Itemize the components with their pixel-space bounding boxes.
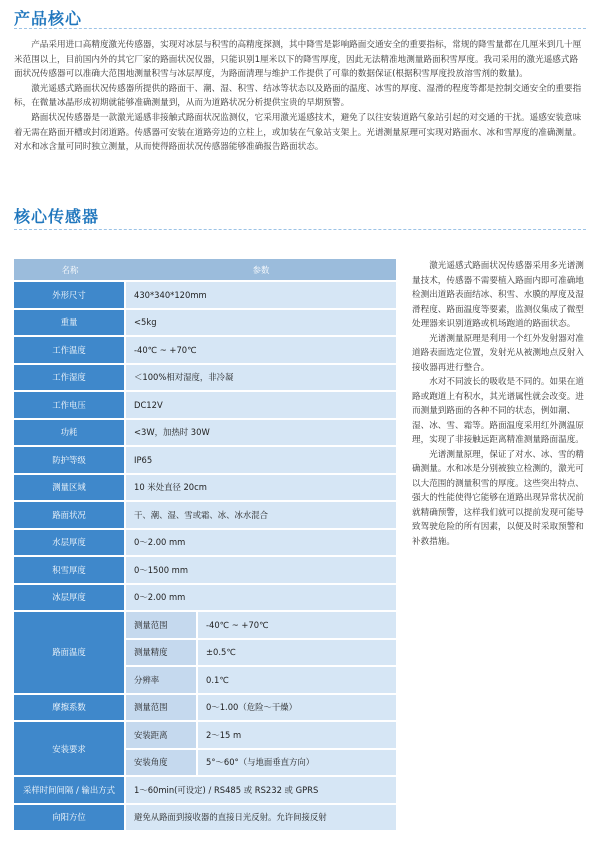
table-row xyxy=(14,337,396,363)
row-name: 向阳方位 xyxy=(14,805,126,831)
description-paragraph: 水对不同波长的吸收是不同的。如果在道路或跑道上有积水，其光谱属性就会改变。进而测量到路面的各种不同的状态，例如潮、湿、冰、雪、霜等。路面温度采用红外测温原理，实现了非接触远距离精准测量路面温度。 xyxy=(412,377,584,445)
description-paragraph: 光谱测量原理是利用一个红外发射器对准道路表面选定位置，发射光从被测地点反射入接收器再进行整合。 xyxy=(412,333,584,373)
row-value: 10 米处直径 20cm xyxy=(126,475,396,501)
table-row xyxy=(14,585,396,611)
table-row xyxy=(14,695,396,721)
table-row xyxy=(14,392,396,418)
row-value: 430*340*120mm xyxy=(126,282,396,308)
row-value: ＜100%相对湿度，非冷凝 xyxy=(126,365,396,391)
section-divider xyxy=(14,229,586,230)
section-divider xyxy=(14,28,586,29)
row-name: 冰层厚度 xyxy=(14,585,126,611)
section-title-sensor: 核心传感器 xyxy=(14,207,100,226)
sub-value: 0～1.00（危险～干燥） xyxy=(198,695,396,721)
table-row xyxy=(14,475,396,501)
row-name: 外形尺寸 xyxy=(14,282,126,308)
table-row xyxy=(14,502,396,528)
row-value: 干、潮、湿、雪或霜、冰、冰水混合 xyxy=(126,502,396,528)
intro-paragraph: 路面状况传感器是一款激光遥感非接触式路面状况监测仪，它采用激光遥感技术，避免了以往安装道路气象站引起的对交通的干扰。遥感安装意味着无需在路面开槽或封闭道路。传感器可安装在道路旁边的立柱上，或加装在气象站支架上。光谱测量原理可实现对路面水、冰和雪厚度的准确测量。对水和冰含量可同时独立测量，从而使得路面状况传感器能够准确报告路面状态。 xyxy=(14,112,582,153)
row-name: 采样时间间隔 / 输出方式 xyxy=(14,777,126,803)
table-row xyxy=(14,447,396,473)
description-paragraph: 光谱测量原理，保证了对水、冰、雪的精确测量。水和冰是分别被独立检测的，激光可以大范围的测量积雪的厚度。这些突出特点、强大的性能使得它能够在道路出现异常状况前就精确预警，这样我们就可以提前发现可能导致驾驶危险的所有因素，以便及时采取预警和补救措施。 xyxy=(412,449,584,547)
spec-table xyxy=(14,257,396,832)
row-name: 路面温度 xyxy=(14,612,126,693)
row-name: 工作湿度 xyxy=(14,365,126,391)
row-name: 安装要求 xyxy=(14,722,126,775)
row-name: 工作电压 xyxy=(14,392,126,418)
table-row xyxy=(14,282,396,308)
sub-label: 测量范围 xyxy=(126,612,198,638)
row-value: 避免从路面到接收器的直接日光反射。允许间接反射 xyxy=(126,805,396,831)
row-value: 0～1500 mm xyxy=(126,557,396,583)
header-name: 名称 xyxy=(14,259,126,280)
row-value: 0～2.00 mm xyxy=(126,530,396,556)
row-value: <3W，加热时 30W xyxy=(126,420,396,446)
intro-text xyxy=(14,38,586,155)
sensor-description xyxy=(412,259,584,549)
table-row xyxy=(14,530,396,556)
row-name: 路面状况 xyxy=(14,502,126,528)
sub-label: 分辨率 xyxy=(126,667,198,693)
sub-label: 安装距离 xyxy=(126,722,198,748)
table-row xyxy=(14,805,396,831)
sub-value: 2～15 m xyxy=(198,722,396,748)
row-name: 防护等级 xyxy=(14,447,126,473)
row-value: -40℃ ~ +70℃ xyxy=(126,337,396,363)
sub-value: 5°～60°（与地面垂直方向） xyxy=(198,750,396,776)
table-header-row xyxy=(14,259,396,280)
table-row xyxy=(14,365,396,391)
row-name: 工作温度 xyxy=(14,337,126,363)
sub-value: ±0.5℃ xyxy=(198,640,396,666)
sub-value: 0.1℃ xyxy=(198,667,396,693)
row-name: 摩擦系数 xyxy=(14,695,126,721)
row-value: 1～60min(可设定) / RS485 或 RS232 或 GPRS xyxy=(126,777,396,803)
table-row xyxy=(14,612,396,638)
row-name: 测量区域 xyxy=(14,475,126,501)
row-value: 0～2.00 mm xyxy=(126,585,396,611)
header-param: 参数 xyxy=(126,259,396,280)
row-name: 积雪厚度 xyxy=(14,557,126,583)
table-row xyxy=(14,557,396,583)
table-row xyxy=(14,420,396,446)
table-row xyxy=(14,722,396,748)
row-name: 重量 xyxy=(14,310,126,336)
row-value: <5kg xyxy=(126,310,396,336)
row-name: 水层厚度 xyxy=(14,530,126,556)
row-value: IP65 xyxy=(126,447,396,473)
sub-label: 安装角度 xyxy=(126,750,198,776)
sub-label: 测量精度 xyxy=(126,640,198,666)
intro-paragraph: 激光遥感式路面状况传感器所提供的路面干、潮、湿、积雪、结冰等状态以及路面的温度、冰雪的厚度、湿滑的程度等都是控制交通安全的重要指标，在微量冰晶形成初期就能够准确测量到，从而为道路状况分析提供宝贵的早期预警。 xyxy=(14,83,582,109)
table-row xyxy=(14,777,396,803)
sub-label: 测量范围 xyxy=(126,695,198,721)
intro-paragraph: 产品采用进口高精度激光传感器，实现对冰层与积雪的高精度探测，其中降雪是影响路面交通安全的重要指标，常规的降雪量都在几厘米到几十厘米范围以上，目前国内外的其它厂家的路面状况仪器，只能识别1厘米以下的降雪厚度，因此无法精准地测量路面积雪厚度。我司采用的激光遥感式路面状况传感器可以准确大范围地测量积雪与冰层厚度，为路面清理与维护工作提供了可靠的数据保证(根据积雪厚度投放溶雪剂的数量)。 xyxy=(14,40,582,80)
row-value: DC12V xyxy=(126,392,396,418)
table-row xyxy=(14,310,396,336)
section-title-core: 产品核心 xyxy=(14,9,83,28)
sub-value: -40℃ ~ +70℃ xyxy=(198,612,396,638)
row-name: 功耗 xyxy=(14,420,126,446)
description-paragraph: 激光遥感式路面状况传感器采用多光谱测量技术，传感器不需要植入路面内即可准确地检测出道路表面结冰、积雪、水膜的厚度及湿滑程度、路面温度等要素，监测仪集成了微型处理器来识别道路或机场跑道的路面状态。 xyxy=(412,261,584,329)
